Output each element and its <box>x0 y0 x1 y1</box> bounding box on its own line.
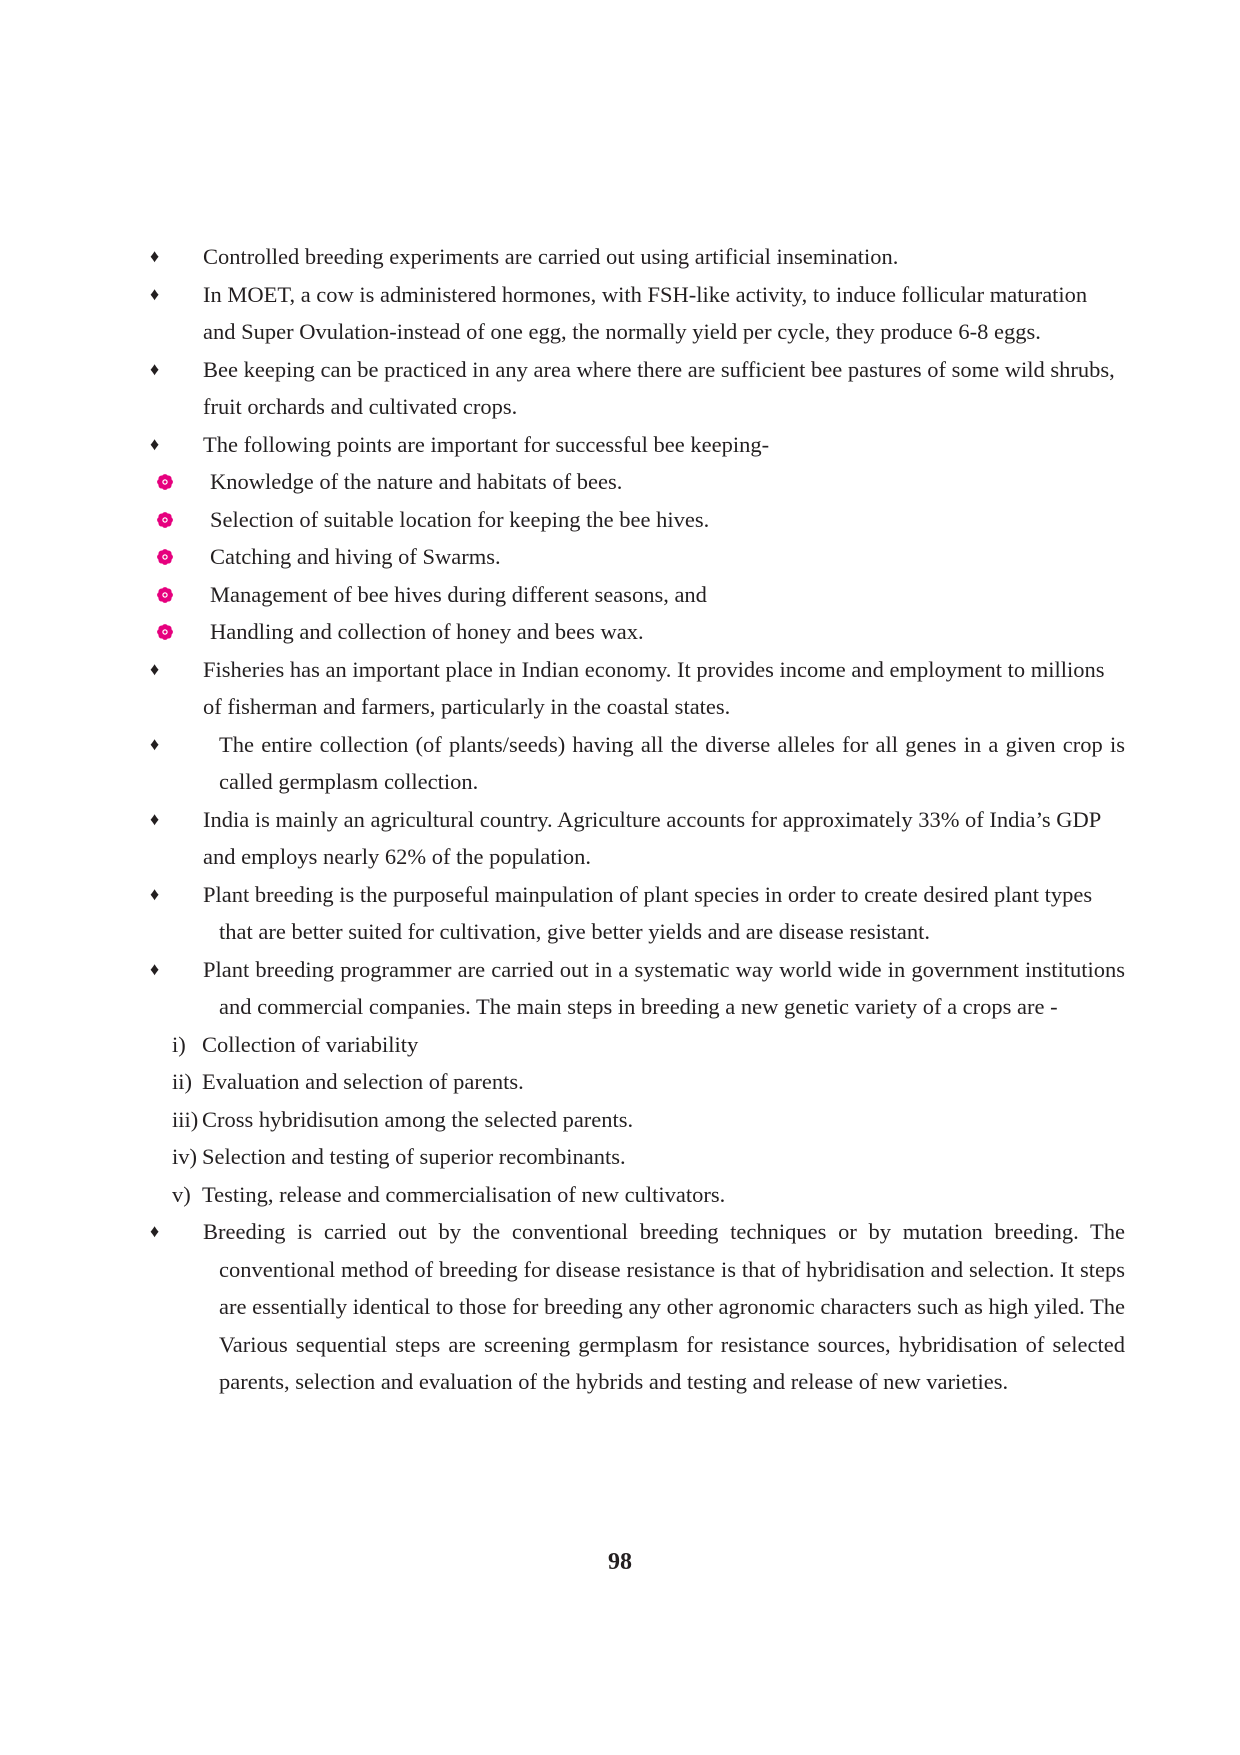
bullet-item <box>150 651 1125 726</box>
diamond-bullet-icon: ♦ <box>150 283 160 304</box>
content <box>150 238 1125 1401</box>
diamond-bullet-icon: ♦ <box>150 246 160 266</box>
step-text: Collection of variability <box>202 1031 419 1057</box>
diamond-bullet-icon: ♦ <box>150 358 160 379</box>
step-item <box>150 1063 1125 1101</box>
page-number: 98 <box>608 1549 632 1575</box>
step-number: v) <box>172 1181 191 1207</box>
bullet-item <box>150 876 1125 951</box>
diamond-bullet-icon: ♦ <box>150 808 160 829</box>
step-number: i) <box>172 1031 186 1057</box>
sub-bullet-item <box>152 613 1125 651</box>
step-text: Cross hybridisution among the selected parents. <box>202 1106 634 1132</box>
bullet-text: Plant breeding is the purposeful mainpulation of plant species in order to create desired plant types that are better suited for cultivation, give better yields and are disease resistant. <box>203 881 1093 944</box>
bullet-item <box>150 276 1125 351</box>
bullet-text: Breeding is carried out by the conventional breeding techniques or by mutation breeding. The conventional method of breeding for disease resistance is that of hybridisation and selection. It steps are essentially identical to those for breeding any other agronomic characters such as high yiled. The Various sequential steps are screening germplasm for resistance sources, hybridisation of selected parents, selection and evaluation of the hybrids and testing and release of new varieties. <box>203 1219 1125 1394</box>
diamond-bullet-icon: ♦ <box>150 433 160 454</box>
sub-bullet-text: Selection of suitable location for keeping the bee hives. <box>210 506 710 532</box>
sub-bullet-text: Knowledge of the nature and habitats of bees. <box>210 469 623 494</box>
flower-icon <box>156 623 174 641</box>
flower-icon <box>156 586 174 604</box>
bullet-item <box>150 351 1125 426</box>
sub-bullet-item <box>152 538 1125 576</box>
bullet-item <box>150 426 1125 464</box>
sub-bullet-text: Handling and collection of honey and bees wax. <box>210 619 644 644</box>
bullet-text: The following points are important for successful bee keeping- <box>203 431 770 457</box>
bullet-text: Fisheries has an important place in Indian economy. It provides income and employment to millions of fisherman and farmers, particularly in the coastal states. <box>203 656 1105 719</box>
bullet-item <box>150 801 1125 876</box>
sub-bullet-text: Catching and hiving of Swarms. <box>210 544 501 569</box>
flower-icon <box>156 548 174 566</box>
sub-bullet-text: Management of bee hives during different seasons, and <box>210 581 707 607</box>
bullet-text: The entire collection (of plants/seeds) having all the diverse alleles for all genes in a given crop is called germplasm collection. <box>219 731 1125 794</box>
bullet-text: India is mainly an agricultural country. Agriculture accounts for approximately 33% of India’s GDP and employs nearly 62% of the population. <box>203 806 1101 869</box>
bullet-text: Bee keeping can be practiced in any area where there are sufficient bee pastures of some wild shrubs, fruit orchards and cultivated crops. <box>203 356 1115 419</box>
diamond-bullet-icon: ♦ <box>150 883 160 904</box>
step-item <box>150 1026 1125 1064</box>
step-text: Testing, release and commercialisation of new cultivators. <box>202 1181 726 1207</box>
flower-icon <box>156 473 174 491</box>
sub-bullet-item <box>152 576 1125 614</box>
diamond-bullet-icon: ♦ <box>150 1221 160 1241</box>
step-number: iii) <box>172 1106 199 1132</box>
flower-icon <box>156 511 174 529</box>
sub-bullet-item <box>152 501 1125 539</box>
bullet-item <box>150 951 1125 1026</box>
step-text: Selection and testing of superior recombinants. <box>202 1144 626 1169</box>
bullet-text: Controlled breeding experiments are carried out using artificial insemination. <box>203 244 899 269</box>
bullet-text: In MOET, a cow is administered hormones, with FSH-like activity, to induce follicular maturation and Super Ovulation-instead of one egg, the normally yield per cycle, they produce 6-8 eggs. <box>203 281 1088 344</box>
bee-keeping-points <box>150 463 1125 651</box>
bullet-item <box>150 726 1125 801</box>
bullet-text: Plant breeding programmer are carried out in a systematic way world wide in government institutions and commercial companies. The main steps in breeding a new genetic variety of a crops are - <box>203 956 1125 1019</box>
diamond-bullet-icon: ♦ <box>150 658 160 679</box>
diamond-bullet-icon: ♦ <box>150 958 160 979</box>
step-item <box>150 1101 1125 1139</box>
breeding-steps <box>150 1026 1125 1214</box>
bullet-item <box>150 238 1125 276</box>
step-number: ii) <box>172 1069 192 1094</box>
sub-bullet-item <box>152 463 1125 501</box>
bullet-item <box>150 1213 1125 1401</box>
diamond-bullet-icon: ♦ <box>150 733 160 754</box>
step-item <box>150 1176 1125 1214</box>
step-item <box>150 1138 1125 1176</box>
step-text: Evaluation and selection of parents. <box>202 1069 524 1094</box>
step-number: iv) <box>172 1144 197 1169</box>
